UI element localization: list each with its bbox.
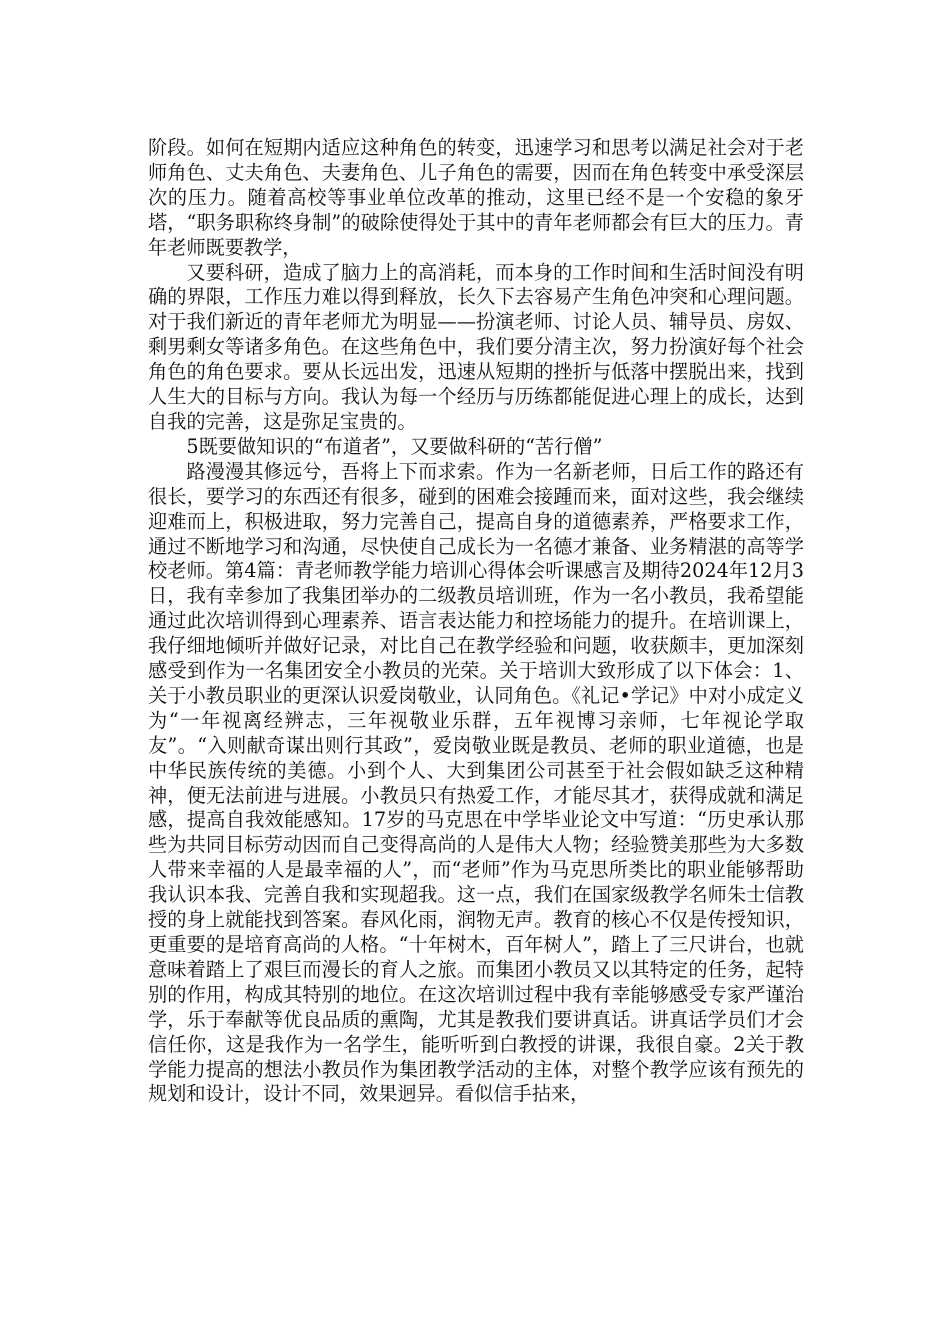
paragraph-1: 阶段。如何在短期内适应这种角色的转变，迅速学习和思考以满足社会对于老师角色、丈夫角色、夫妻角色、儿子角色的需要，因而在角色转变中承受深层次的压力。随着高校等事业单位改革的推动，这里已经不是一个安稳的象牙塔，“职务职称终身制”的破除使得处于其中的青年老师都会有巨大的压力。青年老师既要教学， xyxy=(148,136,804,259)
section-heading-5: 5既要做知识的“布道者”，又要做科研的“苦行僧” xyxy=(186,434,603,458)
paragraph-2: 又要科研，造成了脑力上的高消耗，而本身的工作时间和生活时间没有明确的界限，工作压力难以得到释放，长久下去容易产生角色冲突和心理问题。对于我们新近的青年老师尤为明显——扮演老师、讨论人员、辅导员、房奴、剩男剩女等诸多角色。在这些角色中，我们要分清主次，努力扮演好每个社会角色的角色要求。要从长远出发，迅速从短期的挫折与低落中摆脱出来，找到人生大的目标与方向。我认为每一个经历与历练都能促进心理上的成长，达到自我的完善，这是弥足宝贵的。 xyxy=(148,260,804,433)
document-body xyxy=(148,136,804,1107)
paragraph-4: 路漫漫其修远兮，吾将上下而求索。作为一名新老师，日后工作的路还有很长，要学习的东西还有很多，碰到的困难会接踵而来，面对这些，我会继续迎难而上，积极进取，努力完善自己，提高自身的道德素养，严格要求工作，通过不断地学习和沟通，尽快使自己成长为一名德才兼备、业务精湛的高等学校老师。第4篇：青老师教学能力培训心得体会听课感言及期待2024年12月3日，我有幸参加了我集团举办的二级教员培训班，作为一名小教员，我希望能通过此次培训得到心理素养、语言表达能力和控场能力的提升。在培训课上，我仔细地倾听并做好记录，对比自己在教学经验和问题，收获颇丰，更加深刻感受到作为一名集团安全小教员的光荣。关于培训大致形成了以下体会：1、关于小教员职业的更深认识爱岗敬业，认同角色。《礼记•学记》中对小成定义为“一年视离经辨志，三年视敬业乐群，五年视博习亲师，七年视论学取友”。“入则献奇谋出则行其政”，爱岗敬业既是教员、老师的职业道德，也是中华民族传统的美德。小到个人、大到集团公司甚至于社会假如缺乏这种精神，便无法前进与进展。小教员只有热爱工作，才能尽其才，获得成就和满足感，提高自我效能感知。17岁的马克思在中学毕业论文中写道：“历史承认那些为共同目标劳动因而自己变得高尚的人是伟大人物；经验赞美那些为大多数人带来幸福的人是最幸福的人”，而“老师”作为马克思所类比的职业能够帮助我认识本我、完善自我和实现超我。这一点，我们在国家级教学名师朱士信教授的身上就能找到答案。春风化雨，润物无声。教育的核心不仅是传授知识，更重要的是培育高尚的人格。“十年树木，百年树人”，踏上了三尺讲台，也就意味着踏上了艰巨而漫长的育人之旅。而集团小教员又以其特定的任务，起特别的作用，构成其特别的地位。在这次培训过程中我有幸能够感受专家严谨治学，乐于奉献等优良品质的熏陶，尤其是教我们要讲真话。讲真话学员们才会信任你，这是我作为一名学生，能听听到白教授的讲课，我很自豪。2关于教学能力提高的想法小教员作为集团教学活动的主体，对整个教学应该有预先的规划和设计，设计不同，效果迥异。看似信手拈来， xyxy=(148,459,804,1106)
